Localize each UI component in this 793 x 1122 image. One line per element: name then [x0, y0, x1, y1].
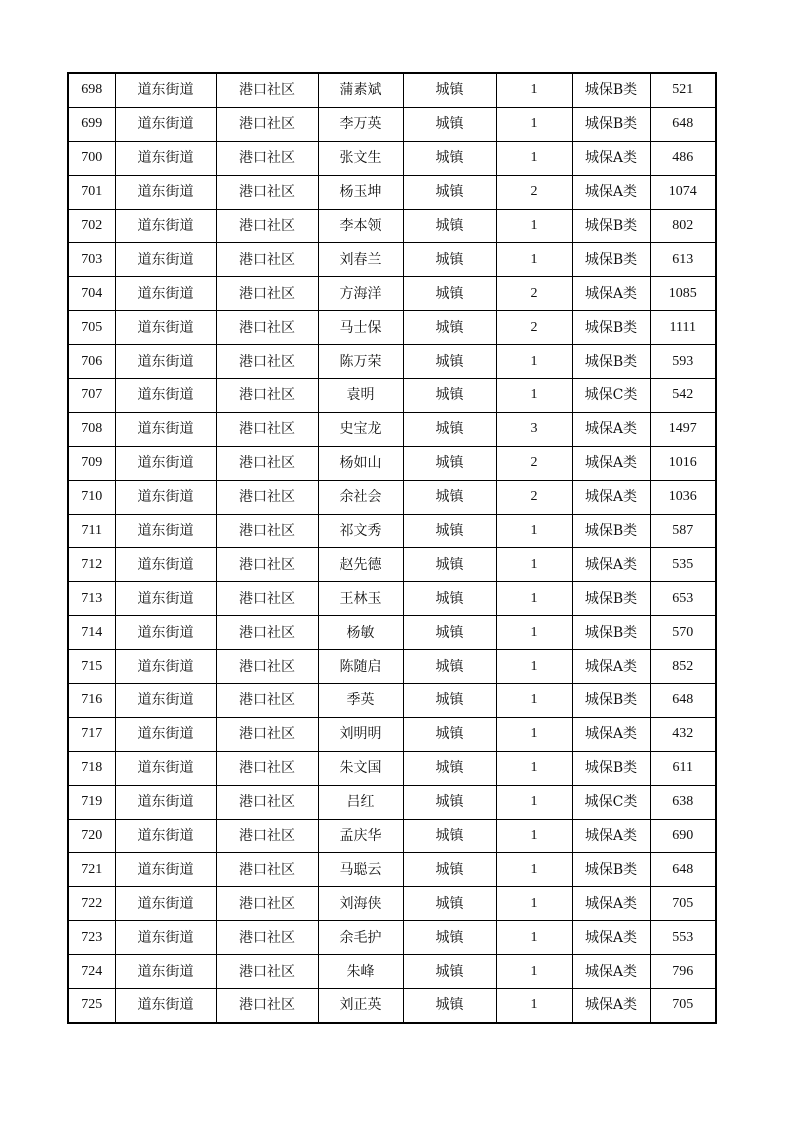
name-cell: 刘正英 — [318, 989, 403, 1023]
table-row — [68, 446, 716, 480]
community-cell: 港口社区 — [216, 412, 318, 446]
category-cell: 城保B类 — [572, 684, 650, 718]
category-cell: 城保B类 — [572, 243, 650, 277]
subdistrict-cell: 道东街道 — [115, 480, 216, 514]
community-cell: 港口社区 — [216, 446, 318, 480]
amount-cell: 593 — [650, 345, 716, 379]
category-cell: 城保A类 — [572, 446, 650, 480]
area-type-cell: 城镇 — [403, 480, 496, 514]
amount-cell: 1036 — [650, 480, 716, 514]
community-cell: 港口社区 — [216, 785, 318, 819]
subdistrict-cell: 道东街道 — [115, 548, 216, 582]
area-type-cell: 城镇 — [403, 887, 496, 921]
table-row — [68, 480, 716, 514]
area-type-cell: 城镇 — [403, 650, 496, 684]
subdistrict-cell: 道东街道 — [115, 650, 216, 684]
community-cell: 港口社区 — [216, 73, 318, 107]
table-row — [68, 73, 716, 107]
subdistrict-cell: 道东街道 — [115, 73, 216, 107]
household-count-cell: 1 — [496, 582, 572, 616]
subdistrict-cell: 道东街道 — [115, 446, 216, 480]
area-type-cell: 城镇 — [403, 345, 496, 379]
row-number-cell: 705 — [68, 311, 115, 345]
category-cell: 城保B类 — [572, 73, 650, 107]
community-cell: 港口社区 — [216, 141, 318, 175]
table-row — [68, 141, 716, 175]
name-cell: 刘海侠 — [318, 887, 403, 921]
table-row — [68, 819, 716, 853]
subdistrict-cell: 道东街道 — [115, 684, 216, 718]
row-number-cell: 700 — [68, 141, 115, 175]
area-type-cell: 城镇 — [403, 446, 496, 480]
table-row — [68, 616, 716, 650]
community-cell: 港口社区 — [216, 921, 318, 955]
amount-cell: 1497 — [650, 412, 716, 446]
community-cell: 港口社区 — [216, 175, 318, 209]
household-count-cell: 1 — [496, 853, 572, 887]
subdistrict-cell: 道东街道 — [115, 785, 216, 819]
table-row — [68, 345, 716, 379]
amount-cell: 521 — [650, 73, 716, 107]
name-cell: 李本领 — [318, 209, 403, 243]
community-cell: 港口社区 — [216, 277, 318, 311]
area-type-cell: 城镇 — [403, 243, 496, 277]
category-cell: 城保B类 — [572, 616, 650, 650]
row-number-cell: 699 — [68, 107, 115, 141]
name-cell: 刘春兰 — [318, 243, 403, 277]
community-cell: 港口社区 — [216, 955, 318, 989]
subdistrict-cell: 道东街道 — [115, 717, 216, 751]
subdistrict-cell: 道东街道 — [115, 243, 216, 277]
subdistrict-cell: 道东街道 — [115, 887, 216, 921]
name-cell: 祁文秀 — [318, 514, 403, 548]
amount-cell: 432 — [650, 717, 716, 751]
area-type-cell: 城镇 — [403, 311, 496, 345]
area-type-cell: 城镇 — [403, 819, 496, 853]
name-cell: 陈万荣 — [318, 345, 403, 379]
subdistrict-cell: 道东街道 — [115, 345, 216, 379]
area-type-cell: 城镇 — [403, 582, 496, 616]
community-cell: 港口社区 — [216, 989, 318, 1023]
community-cell: 港口社区 — [216, 853, 318, 887]
subdistrict-cell: 道东街道 — [115, 412, 216, 446]
area-type-cell: 城镇 — [403, 73, 496, 107]
household-count-cell: 2 — [496, 446, 572, 480]
community-cell: 港口社区 — [216, 751, 318, 785]
subdistrict-cell: 道东街道 — [115, 616, 216, 650]
household-count-cell: 2 — [496, 480, 572, 514]
table-row — [68, 650, 716, 684]
community-cell: 港口社区 — [216, 819, 318, 853]
subdistrict-cell: 道东街道 — [115, 989, 216, 1023]
household-count-cell: 1 — [496, 616, 572, 650]
name-cell: 朱文国 — [318, 751, 403, 785]
table-row — [68, 582, 716, 616]
name-cell: 马聪云 — [318, 853, 403, 887]
area-type-cell: 城镇 — [403, 548, 496, 582]
category-cell: 城保B类 — [572, 345, 650, 379]
row-number-cell: 722 — [68, 887, 115, 921]
amount-cell: 611 — [650, 751, 716, 785]
household-count-cell: 1 — [496, 819, 572, 853]
amount-cell: 690 — [650, 819, 716, 853]
row-number-cell: 703 — [68, 243, 115, 277]
subdistrict-cell: 道东街道 — [115, 582, 216, 616]
row-number-cell: 713 — [68, 582, 115, 616]
category-cell: 城保A类 — [572, 989, 650, 1023]
name-cell: 刘明明 — [318, 717, 403, 751]
row-number-cell: 721 — [68, 853, 115, 887]
area-type-cell: 城镇 — [403, 921, 496, 955]
name-cell: 孟庆华 — [318, 819, 403, 853]
amount-cell: 1111 — [650, 311, 716, 345]
area-type-cell: 城镇 — [403, 955, 496, 989]
area-type-cell: 城镇 — [403, 141, 496, 175]
category-cell: 城保B类 — [572, 209, 650, 243]
category-cell: 城保B类 — [572, 311, 650, 345]
row-number-cell: 716 — [68, 684, 115, 718]
name-cell: 余毛护 — [318, 921, 403, 955]
table-row — [68, 311, 716, 345]
area-type-cell: 城镇 — [403, 277, 496, 311]
table-row — [68, 243, 716, 277]
household-count-cell: 2 — [496, 175, 572, 209]
category-cell: 城保A类 — [572, 480, 650, 514]
amount-cell: 1085 — [650, 277, 716, 311]
area-type-cell: 城镇 — [403, 785, 496, 819]
table-row — [68, 955, 716, 989]
subdistrict-cell: 道东街道 — [115, 819, 216, 853]
row-number-cell: 720 — [68, 819, 115, 853]
table-row — [68, 887, 716, 921]
category-cell: 城保A类 — [572, 921, 650, 955]
area-type-cell: 城镇 — [403, 616, 496, 650]
area-type-cell: 城镇 — [403, 412, 496, 446]
name-cell: 方海洋 — [318, 277, 403, 311]
area-type-cell: 城镇 — [403, 684, 496, 718]
table-row — [68, 277, 716, 311]
household-count-cell: 1 — [496, 650, 572, 684]
community-cell: 港口社区 — [216, 582, 318, 616]
table-row — [68, 107, 716, 141]
name-cell: 余社会 — [318, 480, 403, 514]
amount-cell: 705 — [650, 989, 716, 1023]
subdistrict-cell: 道东街道 — [115, 751, 216, 785]
household-count-cell: 3 — [496, 412, 572, 446]
household-count-cell: 1 — [496, 107, 572, 141]
amount-cell: 535 — [650, 548, 716, 582]
household-count-cell: 1 — [496, 548, 572, 582]
amount-cell: 648 — [650, 853, 716, 887]
amount-cell: 648 — [650, 684, 716, 718]
name-cell: 赵先德 — [318, 548, 403, 582]
amount-cell: 570 — [650, 616, 716, 650]
area-type-cell: 城镇 — [403, 209, 496, 243]
household-count-cell: 2 — [496, 277, 572, 311]
row-number-cell: 708 — [68, 412, 115, 446]
community-cell: 港口社区 — [216, 684, 318, 718]
community-cell: 港口社区 — [216, 480, 318, 514]
name-cell: 陈随启 — [318, 650, 403, 684]
community-cell: 港口社区 — [216, 887, 318, 921]
table-row — [68, 684, 716, 718]
category-cell: 城保A类 — [572, 548, 650, 582]
table-row — [68, 785, 716, 819]
category-cell: 城保B类 — [572, 514, 650, 548]
subdistrict-cell: 道东街道 — [115, 921, 216, 955]
table-row — [68, 548, 716, 582]
row-number-cell: 711 — [68, 514, 115, 548]
category-cell: 城保A类 — [572, 819, 650, 853]
row-number-cell: 723 — [68, 921, 115, 955]
row-number-cell: 710 — [68, 480, 115, 514]
row-number-cell: 712 — [68, 548, 115, 582]
household-count-cell: 1 — [496, 887, 572, 921]
category-cell: 城保B类 — [572, 751, 650, 785]
amount-cell: 705 — [650, 887, 716, 921]
category-cell: 城保A类 — [572, 141, 650, 175]
household-count-cell: 1 — [496, 379, 572, 413]
subdistrict-cell: 道东街道 — [115, 379, 216, 413]
row-number-cell: 701 — [68, 175, 115, 209]
name-cell: 杨玉坤 — [318, 175, 403, 209]
name-cell: 吕红 — [318, 785, 403, 819]
community-cell: 港口社区 — [216, 243, 318, 277]
amount-cell: 542 — [650, 379, 716, 413]
household-count-cell: 1 — [496, 921, 572, 955]
household-count-cell: 1 — [496, 514, 572, 548]
subdistrict-cell: 道东街道 — [115, 514, 216, 548]
name-cell: 袁明 — [318, 379, 403, 413]
amount-cell: 852 — [650, 650, 716, 684]
area-type-cell: 城镇 — [403, 175, 496, 209]
row-number-cell: 709 — [68, 446, 115, 480]
amount-cell: 796 — [650, 955, 716, 989]
category-cell: 城保A类 — [572, 717, 650, 751]
row-number-cell: 718 — [68, 751, 115, 785]
household-count-cell: 2 — [496, 311, 572, 345]
community-cell: 港口社区 — [216, 209, 318, 243]
row-number-cell: 715 — [68, 650, 115, 684]
area-type-cell: 城镇 — [403, 853, 496, 887]
table-row — [68, 514, 716, 548]
category-cell: 城保B类 — [572, 853, 650, 887]
table-row — [68, 921, 716, 955]
community-cell: 港口社区 — [216, 311, 318, 345]
community-cell: 港口社区 — [216, 379, 318, 413]
name-cell: 王林玉 — [318, 582, 403, 616]
amount-cell: 486 — [650, 141, 716, 175]
subdistrict-cell: 道东街道 — [115, 141, 216, 175]
category-cell: 城保A类 — [572, 955, 650, 989]
area-type-cell: 城镇 — [403, 514, 496, 548]
household-count-cell: 1 — [496, 243, 572, 277]
table-row — [68, 412, 716, 446]
community-cell: 港口社区 — [216, 616, 318, 650]
subdistrict-cell: 道东街道 — [115, 107, 216, 141]
amount-cell: 613 — [650, 243, 716, 277]
community-cell: 港口社区 — [216, 717, 318, 751]
amount-cell: 638 — [650, 785, 716, 819]
amount-cell: 648 — [650, 107, 716, 141]
community-cell: 港口社区 — [216, 548, 318, 582]
category-cell: 城保A类 — [572, 650, 650, 684]
name-cell: 杨如山 — [318, 446, 403, 480]
amount-cell: 1074 — [650, 175, 716, 209]
category-cell: 城保B类 — [572, 582, 650, 616]
community-cell: 港口社区 — [216, 107, 318, 141]
category-cell: 城保A类 — [572, 277, 650, 311]
area-type-cell: 城镇 — [403, 751, 496, 785]
subdistrict-cell: 道东街道 — [115, 955, 216, 989]
household-count-cell: 1 — [496, 73, 572, 107]
table-row — [68, 751, 716, 785]
amount-cell: 802 — [650, 209, 716, 243]
subdistrict-cell: 道东街道 — [115, 853, 216, 887]
table-row — [68, 175, 716, 209]
name-cell: 马士保 — [318, 311, 403, 345]
household-count-cell: 1 — [496, 684, 572, 718]
row-number-cell: 698 — [68, 73, 115, 107]
household-count-cell: 1 — [496, 141, 572, 175]
name-cell: 季英 — [318, 684, 403, 718]
name-cell: 史宝龙 — [318, 412, 403, 446]
row-number-cell: 707 — [68, 379, 115, 413]
community-cell: 港口社区 — [216, 514, 318, 548]
name-cell: 张文生 — [318, 141, 403, 175]
name-cell: 朱峰 — [318, 955, 403, 989]
subdistrict-cell: 道东街道 — [115, 175, 216, 209]
row-number-cell: 714 — [68, 616, 115, 650]
category-cell: 城保C类 — [572, 379, 650, 413]
row-number-cell: 719 — [68, 785, 115, 819]
row-number-cell: 724 — [68, 955, 115, 989]
household-count-cell: 1 — [496, 209, 572, 243]
area-type-cell: 城镇 — [403, 107, 496, 141]
category-cell: 城保B类 — [572, 107, 650, 141]
row-number-cell: 717 — [68, 717, 115, 751]
amount-cell: 553 — [650, 921, 716, 955]
subdistrict-cell: 道东街道 — [115, 277, 216, 311]
household-count-cell: 1 — [496, 989, 572, 1023]
subdistrict-cell: 道东街道 — [115, 209, 216, 243]
data-table — [67, 72, 717, 1024]
row-number-cell: 702 — [68, 209, 115, 243]
household-count-cell: 1 — [496, 955, 572, 989]
amount-cell: 587 — [650, 514, 716, 548]
table-row — [68, 717, 716, 751]
household-count-cell: 1 — [496, 345, 572, 379]
table-row — [68, 379, 716, 413]
household-count-cell: 1 — [496, 717, 572, 751]
category-cell: 城保A类 — [572, 887, 650, 921]
area-type-cell: 城镇 — [403, 989, 496, 1023]
area-type-cell: 城镇 — [403, 379, 496, 413]
name-cell: 杨敏 — [318, 616, 403, 650]
name-cell: 蒲素斌 — [318, 73, 403, 107]
table-body — [68, 73, 716, 1023]
category-cell: 城保C类 — [572, 785, 650, 819]
table-row — [68, 209, 716, 243]
category-cell: 城保A类 — [572, 412, 650, 446]
name-cell: 李万英 — [318, 107, 403, 141]
amount-cell: 1016 — [650, 446, 716, 480]
area-type-cell: 城镇 — [403, 717, 496, 751]
category-cell: 城保A类 — [572, 175, 650, 209]
subdistrict-cell: 道东街道 — [115, 311, 216, 345]
row-number-cell: 725 — [68, 989, 115, 1023]
amount-cell: 653 — [650, 582, 716, 616]
table-row — [68, 853, 716, 887]
row-number-cell: 704 — [68, 277, 115, 311]
household-count-cell: 1 — [496, 751, 572, 785]
community-cell: 港口社区 — [216, 345, 318, 379]
community-cell: 港口社区 — [216, 650, 318, 684]
household-count-cell: 1 — [496, 785, 572, 819]
row-number-cell: 706 — [68, 345, 115, 379]
table-row — [68, 989, 716, 1023]
